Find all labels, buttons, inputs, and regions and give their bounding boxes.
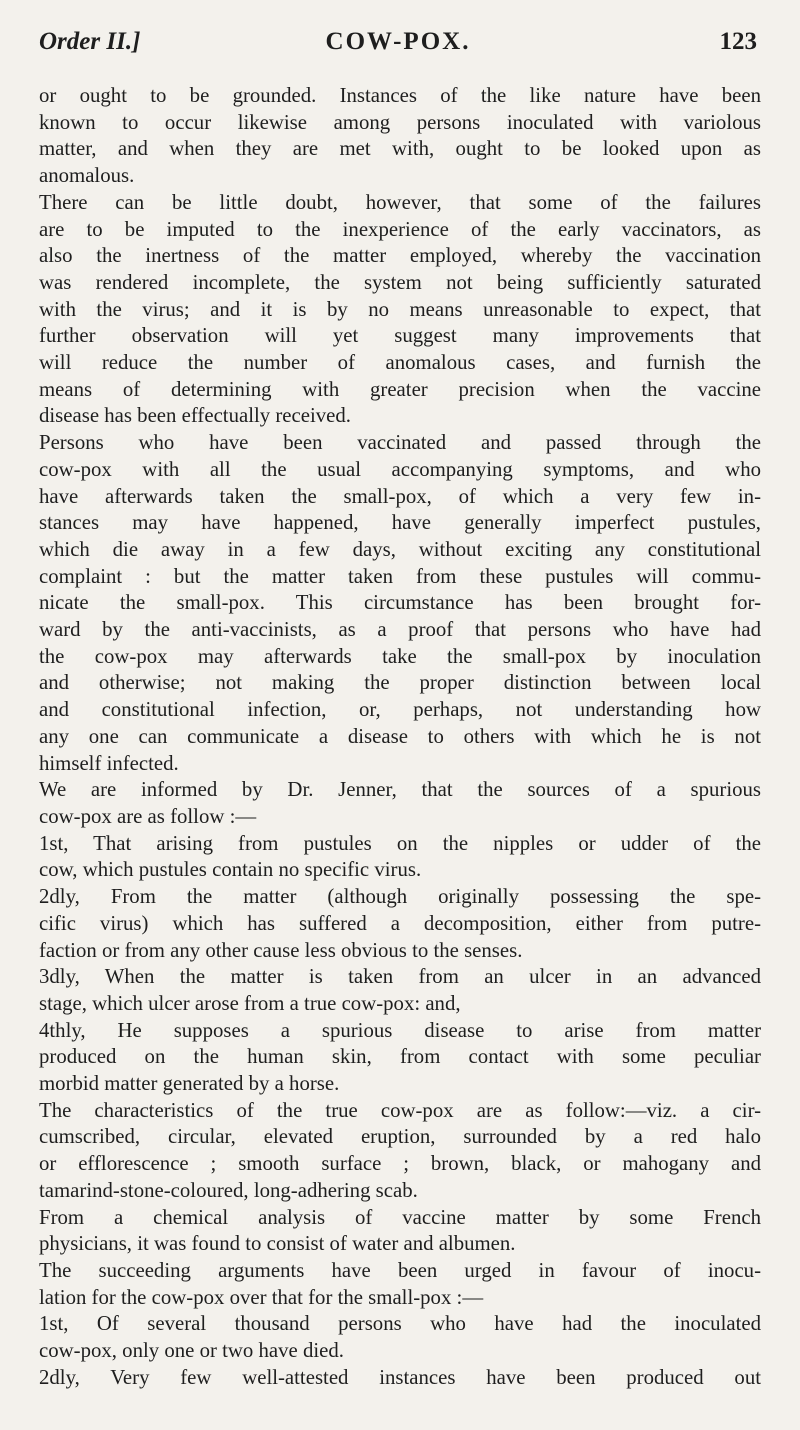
text-line: was rendered incomplete, the system not being sufficiently saturated [39,270,761,294]
text-line: 4thly, He supposes a spurious disease to arise from matter [39,1018,761,1042]
page-number: 123 [719,28,757,55]
text-line: anomalous. [39,164,135,188]
text-line: have afterwards taken the small-pox, of which a very few in- [39,484,761,508]
text-line: nicate the small-pox. This circumstance has been brought for- [39,591,761,615]
section-label: Order II.] [39,28,141,55]
text-line: cow, which pustules contain no specific virus. [39,858,422,882]
text-line: will reduce the number of anomalous cases, and furnish the [39,351,761,375]
text-line: disease has been effectually received. [39,404,351,428]
running-header [39,20,757,60]
text-line: which die away in a few days, without exciting any constitutional [39,537,761,561]
body-text [39,83,761,1391]
text-line: cumscribed, circular, elevated eruption, surrounded by a red halo [39,1125,761,1149]
text-line: further observation will yet suggest many improvements that [39,324,761,348]
text-line: Persons who have been vaccinated and passed through the [39,431,761,455]
text-line: 1st, Of several thousand persons who have had the inoculated [39,1312,761,1336]
text-line: and otherwise; not making the proper distinction between local [39,671,761,695]
text-line: or ought to be grounded. Instances of the like nature have been [39,84,761,107]
text-line: means of determining with greater precision when the vaccine [39,377,761,401]
text-line: himself infected. [39,751,179,775]
text-line: with the virus; and it is by no means unreasonable to expect, that [39,297,761,321]
text-line: 2dly, From the matter (although originally possessing the spe- [39,885,761,909]
text-line: stances may have happened, have generally imperfect pustules, [39,511,761,535]
text-line: cow-pox, only one or two have died. [39,1339,344,1363]
text-line: cow-pox are as follow :— [39,804,257,828]
text-line: and constitutional infection, or, perhaps, not understanding how [39,698,761,722]
text-line: The succeeding arguments have been urged in favour of inocu- [39,1258,761,1282]
text-line: any one can communicate a disease to others with which he is not [39,724,761,748]
text-line: The characteristics of the true cow-pox are as follow:—viz. a cir- [39,1098,761,1122]
text-line: the cow-pox may afterwards take the small-pox by inoculation [39,644,761,668]
text-line: 3dly, When the matter is taken from an ulcer in an advanced [39,965,761,989]
text-line: lation for the cow-pox over that for the small-pox :— [39,1285,484,1309]
text-line: faction or from any other cause less obvious to the senses. [39,938,523,962]
text-line: physicians, it was found to consist of water and albumen. [39,1232,516,1256]
text-line: known to occur likewise among persons inoculated with variolous [39,110,761,134]
running-title: COW-POX. [325,28,471,55]
text-line: complaint : but the matter taken from these pustules will commu- [39,564,761,588]
text-line: cow-pox with all the usual accompanying symptoms, and who [39,457,761,481]
text-line: There can be little doubt, however, that some of the failures [39,190,761,214]
text-line: 2dly, Very few well-attested instances have been produced out [39,1365,761,1389]
text-line: produced on the human skin, from contact with some peculiar [39,1045,761,1069]
text-line: are to be imputed to the inexperience of the early vaccinators, as [39,217,761,241]
text-line: We are informed by Dr. Jenner, that the sources of a spurious [39,778,761,802]
text-line: ward by the anti-vaccinists, as a proof that persons who have had [39,618,761,642]
text-line: From a chemical analysis of vaccine matter by some French [39,1205,761,1229]
text-line: also the inertness of the matter employed, whereby the vaccination [39,244,761,268]
text-line: matter, and when they are met with, ought to be looked upon as [39,137,761,161]
text-line: 1st, That arising from pustules on the nipples or udder of the [39,831,761,855]
text-line: cific virus) which has suffered a decomposition, either from putre- [39,911,761,935]
text-line: stage, which ulcer arose from a true cow-pox: and, [39,991,461,1015]
text-line: or efflorescence ; smooth surface ; brown, black, or mahogany and [39,1152,761,1176]
text-line: tamarind-stone-coloured, long-adhering scab. [39,1178,418,1202]
text-line: morbid matter generated by a horse. [39,1072,340,1096]
